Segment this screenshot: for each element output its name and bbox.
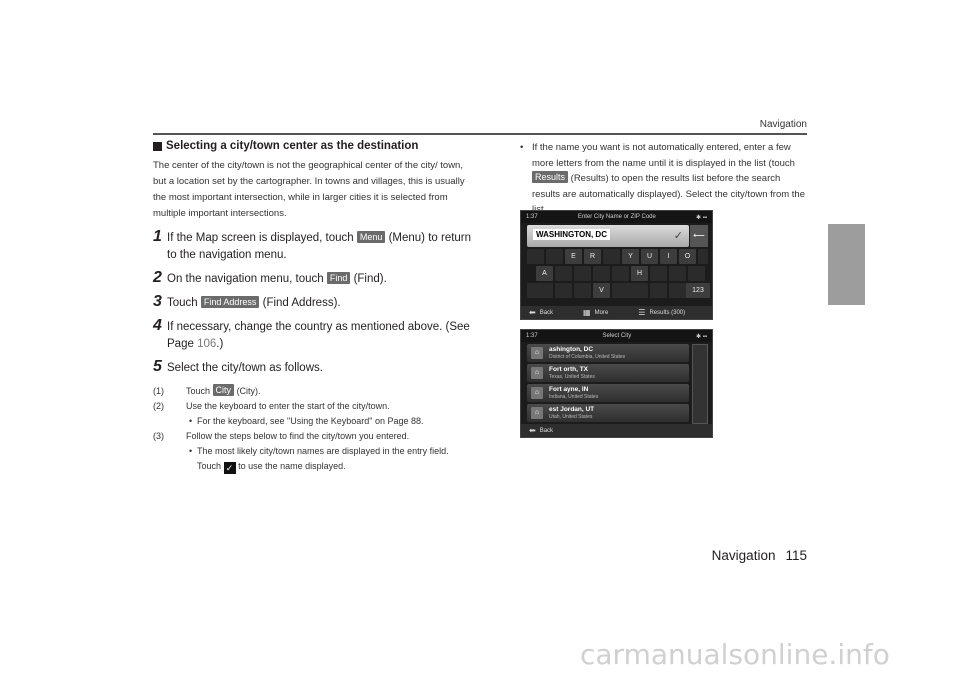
status-bar: 1:37 Enter City Name or ZIP Code ✱ ▪▪ <box>521 211 712 223</box>
key[interactable]: I <box>660 249 677 264</box>
running-head: Navigation <box>759 119 807 130</box>
substep-3: (3) Follow the steps below to find the city/town you entered. <box>153 431 410 441</box>
key[interactable] <box>546 249 563 264</box>
substep-2: (2) Use the keyboard to enter the start of the city/town. <box>153 401 390 411</box>
step-number: 5 <box>153 358 162 375</box>
key[interactable]: E <box>565 249 582 264</box>
key[interactable] <box>669 283 686 298</box>
substep-1: (1) Touch City (City). <box>153 385 261 396</box>
city-button-label: City <box>213 384 235 396</box>
list-item[interactable]: ⌂ ashington, DC District of Columbia, United States <box>527 344 689 362</box>
status-icons: ✱ ▪▪ <box>696 333 707 340</box>
city-icon: ⌂ <box>531 347 543 359</box>
keyboard-icon: ▦ <box>583 308 591 317</box>
substep-2-note: • For the keyboard, see "Using the Keyboard" on Page 88. <box>189 416 424 426</box>
list-item[interactable]: ⌂ Fort ayne, IN Indiana, United States <box>527 384 689 402</box>
key[interactable]: H <box>631 266 648 281</box>
status-bar: 1:37 Select City ✱ ▪▪ <box>521 330 712 342</box>
step-number: 1 <box>153 228 162 245</box>
scrollbar[interactable] <box>692 344 708 424</box>
more-button[interactable]: ▦ More <box>583 308 609 317</box>
find-address-button-label: Find Address <box>201 296 260 308</box>
key[interactable]: O <box>679 249 696 264</box>
menu-button-label: Menu <box>357 231 386 243</box>
key[interactable] <box>612 266 629 281</box>
step-number: 2 <box>153 269 162 286</box>
key[interactable]: Y <box>622 249 639 264</box>
left-column <box>153 140 473 474</box>
results-button[interactable]: ☰ Results (300) <box>638 308 686 317</box>
key[interactable] <box>698 249 708 264</box>
checkmark-icon: ✓ <box>224 462 236 474</box>
step-number: 4 <box>153 317 162 334</box>
key[interactable] <box>593 266 610 281</box>
section-title: Selecting a city/town center as the destination <box>153 140 473 152</box>
section-intro: The center of the city/town is not the geographical center of the city/ town, but a location set by the cartographer. In towns and villages, this is usually the most important intersection, while in larger cities it is selected from multiple important intersections. <box>153 160 465 219</box>
key[interactable]: U <box>641 249 658 264</box>
key[interactable]: V <box>593 283 610 298</box>
back-button[interactable]: ⬅ Back <box>529 308 554 317</box>
screen-footer <box>521 306 712 319</box>
city-icon: ⌂ <box>531 367 543 379</box>
checkmark-icon[interactable]: ✓ <box>673 230 683 242</box>
site-watermark: carmanualsonline.info <box>580 638 890 671</box>
key[interactable] <box>669 266 686 281</box>
key[interactable] <box>650 266 667 281</box>
city-entry-field[interactable]: WASHINGTON, DC ✓ <box>527 225 689 247</box>
city-list-screenshot <box>520 329 713 438</box>
key[interactable] <box>574 266 591 281</box>
step-2: 2 On the navigation menu, touch Find (Find). <box>153 269 387 286</box>
chapter-tab <box>828 224 865 305</box>
key[interactable] <box>650 283 667 298</box>
backspace-icon[interactable]: ⟵ <box>690 225 708 247</box>
key[interactable] <box>574 283 591 298</box>
substep-3-note: • The most likely city/town names are displayed in the entry field. Touch ✓ to use the name displayed. <box>189 446 449 473</box>
key[interactable] <box>555 283 572 298</box>
back-button[interactable]: ⬅ Back <box>529 426 554 435</box>
key[interactable] <box>555 266 572 281</box>
step-3: 3 Touch Find Address (Find Address). <box>153 293 341 310</box>
city-entry-screenshot <box>520 210 713 320</box>
results-button-label: Results <box>532 171 568 183</box>
key[interactable] <box>603 249 620 264</box>
page-footer <box>702 548 807 563</box>
back-arrow-icon: ⬅ <box>529 308 536 317</box>
step-number: 3 <box>153 293 162 310</box>
find-button-label: Find <box>327 272 351 284</box>
numeric-key[interactable]: 123 <box>686 283 710 298</box>
page-link[interactable]: 106 <box>197 338 217 350</box>
top-rule <box>153 133 807 135</box>
screen-footer <box>521 424 712 437</box>
status-icons: ✱ ▪▪ <box>696 214 707 221</box>
back-arrow-icon: ⬅ <box>529 426 536 435</box>
key[interactable] <box>527 249 544 264</box>
footer-section: Navigation <box>711 548 776 563</box>
list-item[interactable]: ⌂ Fort orth, TX Texas, United States <box>527 364 689 382</box>
step-5: 5 Select the city/town as follows. <box>153 358 323 375</box>
city-list <box>527 344 689 424</box>
step-4: 4 If necessary, change the country as mentioned above. (See Page 106.) <box>153 319 473 353</box>
key[interactable]: R <box>584 249 601 264</box>
space-key[interactable] <box>612 283 648 298</box>
shift-key[interactable] <box>527 283 553 298</box>
right-column <box>520 140 810 218</box>
key[interactable]: A <box>536 266 553 281</box>
city-icon: ⌂ <box>531 407 543 419</box>
key[interactable] <box>688 266 705 281</box>
list-item[interactable]: ⌂ est Jordan, UT Utah, United States <box>527 404 689 422</box>
page-number: 115 <box>785 548 807 563</box>
step-1: 1 If the Map screen is displayed, touch Menu (Menu) to return to the navigation menu. <box>153 230 473 264</box>
results-note: • If the name you want is not automatically entered, enter a few more letters from the name until it is displayed in the list (touch Results (Results) to open the results list before the search results are automatically displayed). Select the city/town from the <box>520 142 805 200</box>
list-icon: ☰ <box>638 308 646 317</box>
square-bullet-icon <box>153 142 162 151</box>
city-icon: ⌂ <box>531 387 543 399</box>
